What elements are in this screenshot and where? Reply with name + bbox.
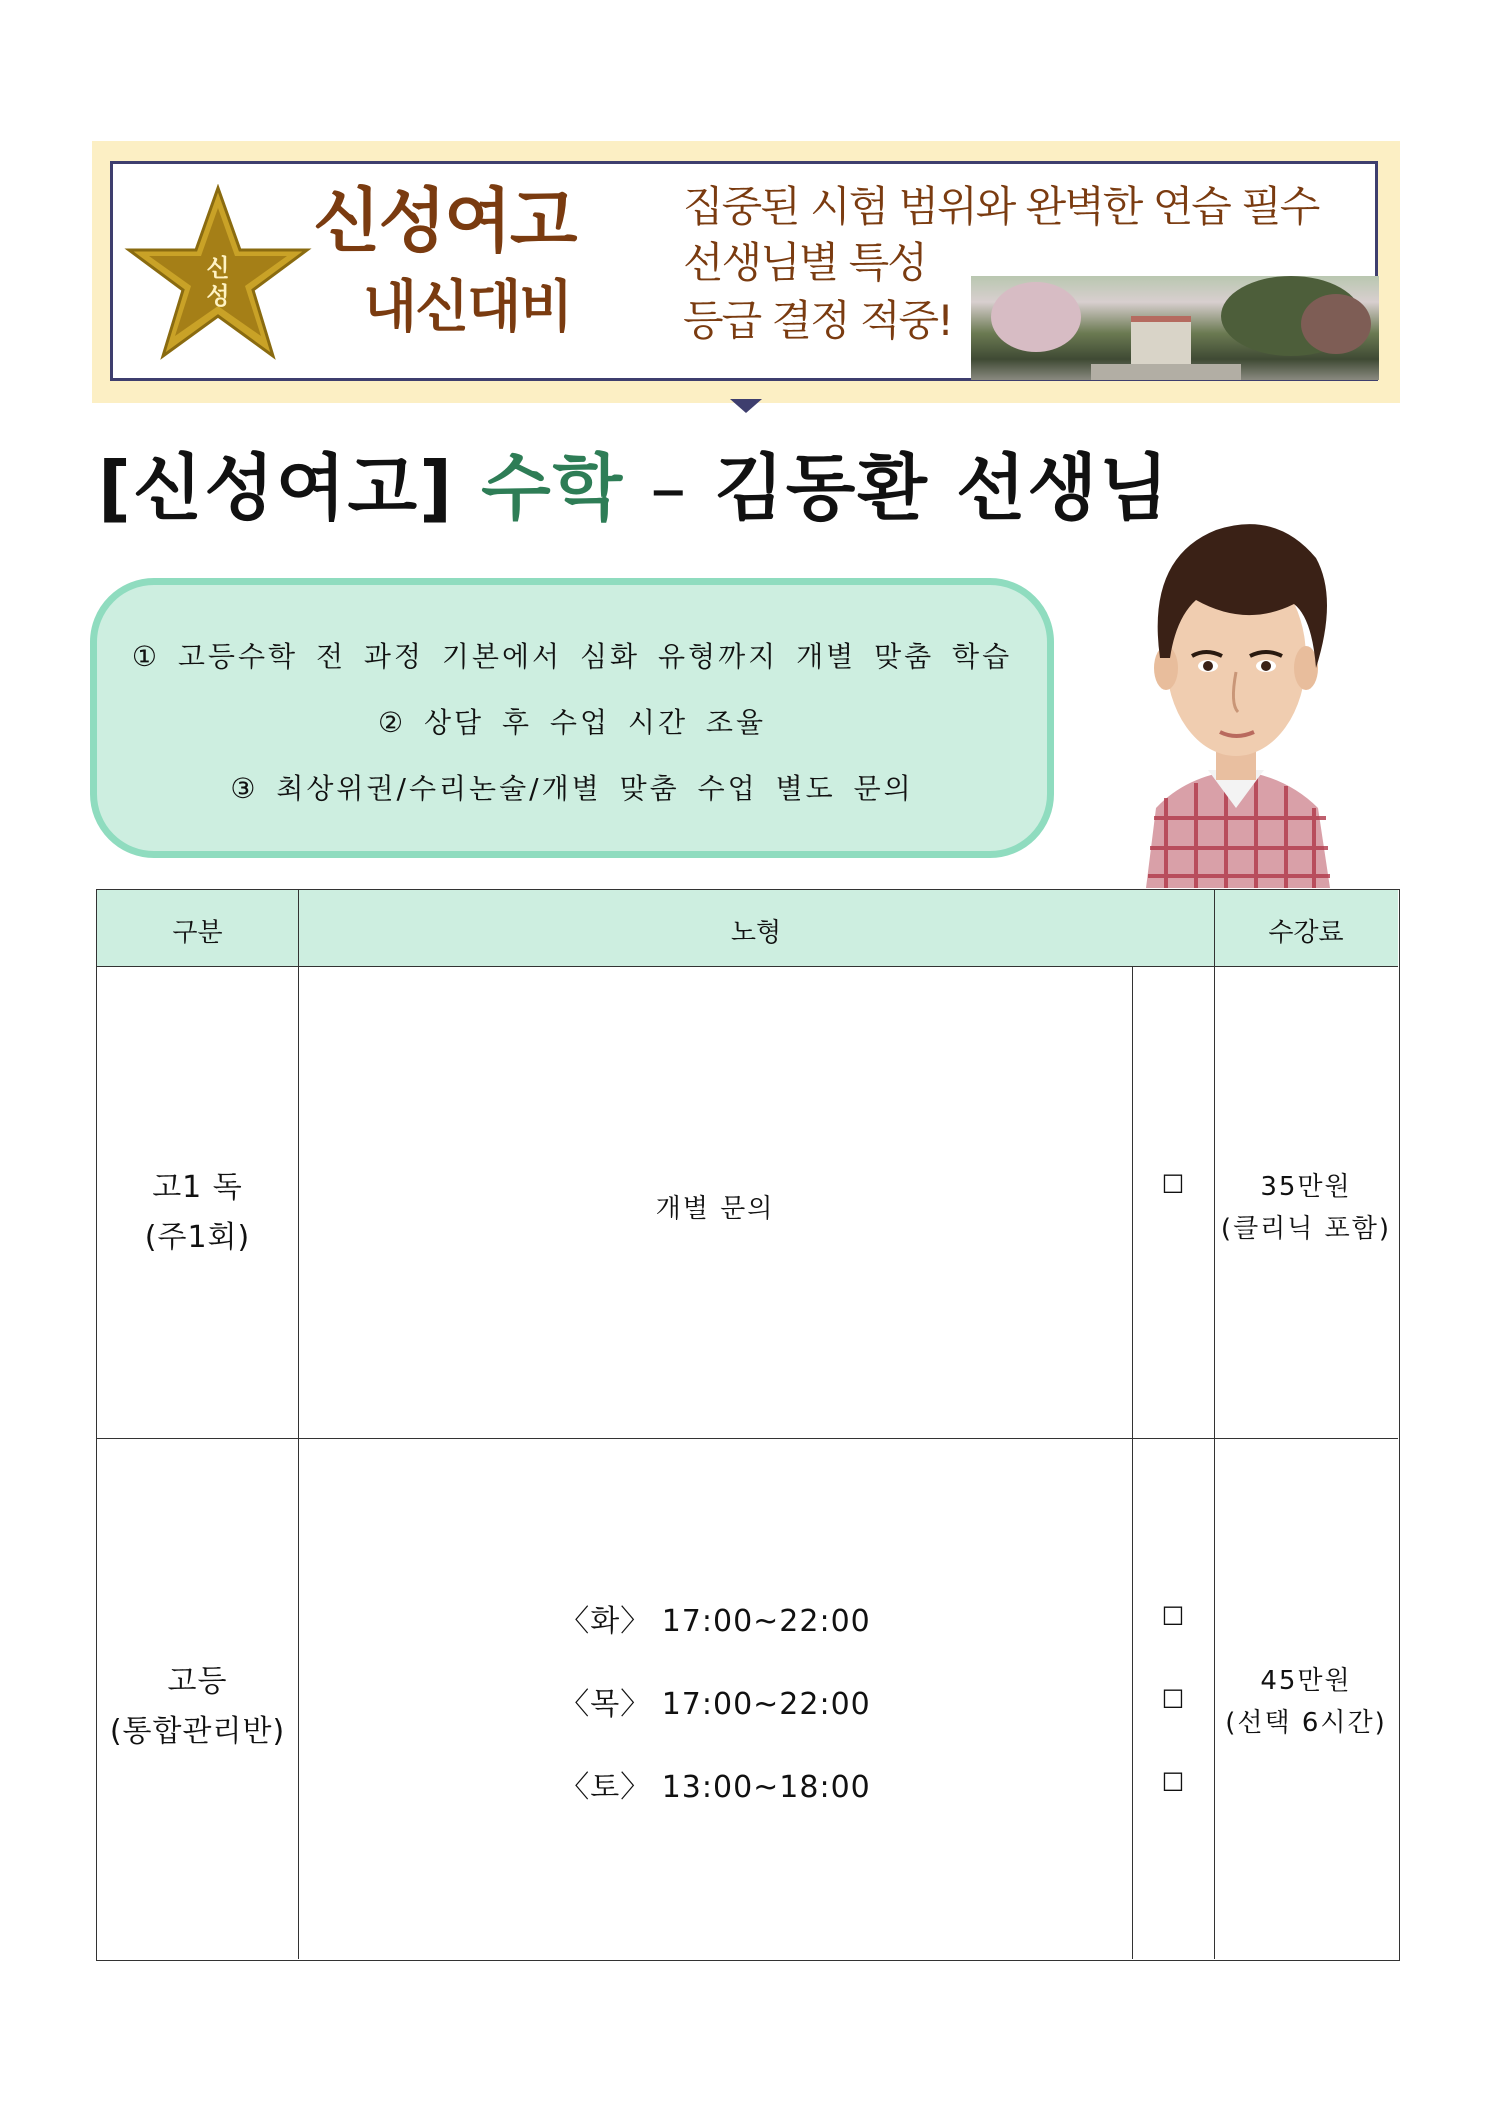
row2-fee-note: (선택 6시간) <box>1225 1708 1387 1738</box>
row1-checkbox[interactable]: □ <box>1161 1168 1185 1196</box>
row2-category-line2: (통합관리반) <box>109 1714 286 1749</box>
banner-frame <box>110 161 1378 381</box>
banner-brand-title: 신성여고 <box>313 180 576 262</box>
row2-checkbox-sat[interactable]: □ <box>1161 1766 1185 1794</box>
course-table <box>96 889 1400 1961</box>
feature-item-3: ③ 최상위권/수리논술/개별 맞춤 수업 별도 문의 <box>230 772 914 805</box>
row1-category-line1: 고1 독 <box>152 1170 243 1205</box>
feature-item-1: ① 고등수학 전 과정 기본에서 심화 유형까지 개별 맞춤 학습 <box>131 640 1013 673</box>
row1-schedule: 개별 문의 <box>655 1194 775 1224</box>
row2-checkbox-thu[interactable]: □ <box>1161 1683 1185 1711</box>
title-teacher: 김동환 선생님 <box>714 446 1171 530</box>
row1-fee-note: (클리닉 포함) <box>1220 1214 1392 1244</box>
header-schedule: 노형 <box>730 918 782 948</box>
feature-item-2: ② 상담 후 수업 시간 조율 <box>377 706 767 739</box>
teacher-avatar <box>1126 508 1346 888</box>
row2-checkbox-tue[interactable]: □ <box>1161 1600 1185 1628</box>
banner-slogan-3: 등급 결정 적중! <box>683 296 952 345</box>
school-campus-photo <box>971 276 1379 380</box>
header-category: 구분 <box>172 918 223 948</box>
row2-schedule-tue: 〈화〉 17:00~22:00 <box>559 1604 871 1639</box>
header-fee: 수강료 <box>1268 918 1344 948</box>
banner-slogan-1: 집중된 시험 범위와 완벽한 연습 필수 <box>683 182 1319 231</box>
banner-brand-subtitle: 내신대비 <box>363 275 572 340</box>
svg-text:신: 신 <box>206 254 230 282</box>
row2-schedule-thu: 〈목〉 17:00~22:00 <box>559 1687 871 1722</box>
promo-banner <box>92 141 1400 403</box>
title-school: [신성여고] <box>98 446 455 530</box>
row2-fee: 45만원 <box>1260 1666 1352 1696</box>
banner-slogan-2: 선생님별 특성 <box>683 238 926 287</box>
course-features-box <box>90 578 1054 858</box>
title-subject: 수학 <box>481 446 625 530</box>
row2-schedule-sat: 〈토〉 13:00~18:00 <box>559 1770 871 1805</box>
row2-category-line1: 고등 <box>167 1664 228 1699</box>
banner-pointer <box>730 399 762 413</box>
page-title <box>98 446 1171 530</box>
school-star-emblem <box>123 184 313 364</box>
title-separator: – <box>650 446 689 530</box>
svg-text:성: 성 <box>206 282 230 310</box>
row1-fee: 35만원 <box>1260 1172 1352 1202</box>
row1-category-line2: (주1회) <box>144 1220 251 1255</box>
